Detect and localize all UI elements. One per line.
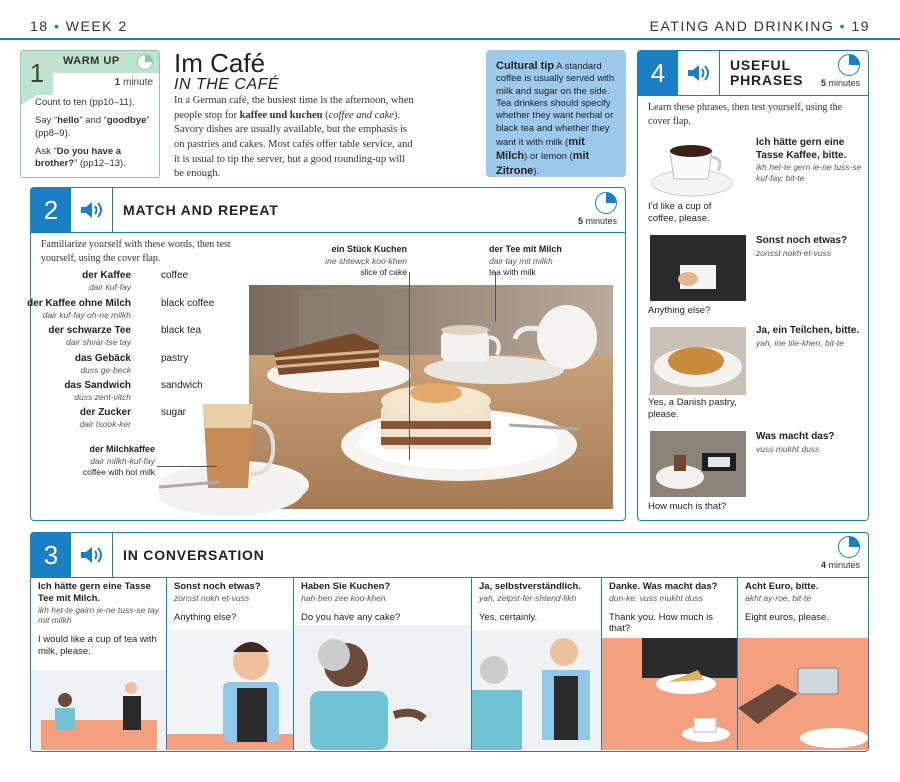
milk-coffee-glass-photo bbox=[159, 392, 319, 522]
dialogue bbox=[479, 581, 599, 623]
page-title: Im Café bbox=[174, 48, 266, 78]
minutes-value: 5 bbox=[577, 216, 583, 226]
dialogue-pronunciation: dun-ke. vuss mukht duss bbox=[609, 592, 704, 603]
vocab-german: der Kaffee ohne Milch bbox=[27, 298, 131, 309]
waiter-illustration bbox=[167, 630, 294, 750]
warmup-item bbox=[35, 146, 157, 171]
conversation-panel-6 bbox=[738, 577, 868, 750]
payment-card-photo bbox=[650, 431, 746, 497]
label-pronunciation: ine shtewck koo-khen bbox=[325, 255, 407, 266]
dialogue-english: Yes, certainly. bbox=[479, 611, 538, 623]
dialogue-pronunciation: akht ay-roe, bit-te bbox=[745, 592, 812, 603]
dialogue-german: Sonst noch etwas? bbox=[174, 581, 261, 592]
conversation-panel-5 bbox=[602, 577, 738, 750]
intro-paragraph bbox=[174, 94, 414, 182]
warmup-item-text: Say “ bbox=[35, 115, 58, 127]
tip-text: A standard coffee is usually served with milk and sugar on the side. Tea drinkers should specify whether they want herbal or black tea and whether they want it with milk ( bbox=[496, 61, 615, 149]
vocab-german: der schwarze Tee bbox=[48, 325, 131, 336]
vocab-german: der Zucker bbox=[79, 407, 131, 418]
label-german: der Milchkaffee bbox=[89, 444, 155, 454]
phrase-item bbox=[756, 137, 864, 183]
phrase-pronunciation: ikh het-te gern ie-ne tuss-se kuf-fay, bit-te bbox=[756, 162, 862, 183]
vocab-german: der Kaffee bbox=[82, 270, 131, 281]
warmup-minutes bbox=[115, 77, 153, 88]
vocab-pronunciation: duss zent-vitch bbox=[74, 392, 131, 402]
dialogue-german: Ich hätte gern eine Tasse Tee mit Milch. bbox=[38, 581, 151, 604]
dialogue-german: Haben Sie Kuchen? bbox=[301, 581, 391, 592]
label-milk-coffee bbox=[51, 444, 155, 478]
minutes-unit: minutes bbox=[585, 216, 617, 226]
label-german: der Tee mit Milch bbox=[489, 244, 562, 254]
card-payment-illustration bbox=[738, 638, 868, 750]
phrase-german: Sonst noch etwas? bbox=[756, 235, 848, 246]
phrase-german: Ja, ein Teilchen, bitte. bbox=[756, 325, 860, 336]
label-english: slice of cake bbox=[360, 266, 407, 277]
vocab-pronunciation: dair shvar-tse tay bbox=[65, 337, 131, 347]
label-german: ein Stück Kuchen bbox=[331, 244, 407, 254]
warmup-box bbox=[20, 50, 160, 178]
dialogue-english: Thank you. How much is that? bbox=[609, 611, 714, 635]
dialogue-german: Acht Euro, bitte. bbox=[745, 581, 819, 592]
waiter-and-customer-illustration bbox=[472, 630, 602, 750]
section-title: IN CONVERSATION bbox=[123, 547, 265, 563]
phrase-item bbox=[756, 431, 864, 454]
warmup-title: WARM UP bbox=[63, 55, 120, 67]
timer-icon bbox=[595, 192, 617, 214]
customer-illustration bbox=[294, 625, 472, 750]
section-number: 3 bbox=[31, 533, 71, 577]
speaker-icon bbox=[79, 200, 105, 220]
warmup-item bbox=[35, 115, 157, 140]
phrase-english: How much is that? bbox=[648, 501, 727, 512]
warmup-item bbox=[35, 97, 157, 109]
minutes-unit: minutes bbox=[828, 560, 860, 570]
dialogue-german: Danke. Was macht das? bbox=[609, 581, 718, 592]
label-pronunciation: dair tay mit milkh bbox=[489, 255, 553, 266]
warmup-items bbox=[35, 97, 157, 177]
vocab-english: pastry bbox=[161, 353, 189, 364]
warmup-minutes-unit: minute bbox=[122, 77, 153, 88]
dialogue-pronunciation: hah-ben zee koo-khen bbox=[301, 592, 386, 603]
vocab-english: sandwich bbox=[161, 380, 203, 391]
vocab-row bbox=[27, 298, 261, 326]
warmup-item-text: ” (pp8–9). bbox=[35, 115, 150, 139]
audio-button[interactable] bbox=[71, 188, 113, 232]
vocab-english: black coffee bbox=[161, 298, 215, 309]
audio-button[interactable] bbox=[678, 51, 720, 95]
left-page-number: 18 bbox=[30, 18, 49, 34]
tip-bold: mit Zitrone bbox=[496, 150, 590, 177]
warmup-item-text: Count to ten (pp10–11). bbox=[35, 97, 135, 108]
divider bbox=[638, 95, 868, 96]
minutes-unit: minutes bbox=[828, 78, 860, 88]
label-pronunciation: dair milkh-kuf-fay bbox=[90, 455, 155, 466]
label-english: tea with milk bbox=[489, 266, 536, 277]
intro-text: ( bbox=[322, 109, 329, 121]
section-number: 4 bbox=[638, 51, 678, 95]
label-line bbox=[157, 466, 217, 467]
tip-title: Cultural tip bbox=[496, 60, 555, 72]
header-left: 18 • WEEK 2 bbox=[30, 18, 128, 34]
match-repeat-panel bbox=[27, 187, 626, 521]
dialogue-english: I would like a cup of tea with milk, please. bbox=[38, 634, 157, 657]
warmup-item-text: ” and “ bbox=[79, 115, 107, 127]
divider bbox=[31, 232, 625, 233]
dialogue bbox=[174, 581, 288, 623]
warmup-item-bold: goodbye bbox=[106, 115, 147, 127]
vocab-row bbox=[31, 325, 261, 353]
phrase-english: Yes, a Danish pastry, please. bbox=[648, 397, 737, 421]
intro-italic: coffee and cake bbox=[328, 109, 394, 121]
label-tea bbox=[489, 244, 589, 278]
right-page-number: 19 bbox=[851, 18, 870, 34]
vocab-row bbox=[31, 270, 261, 298]
header-right: EATING AND DRINKING • 19 bbox=[649, 18, 870, 34]
dialogue-pronunciation: ikh het-te gairn ie-ne tuss-se tay mit milkh bbox=[38, 604, 159, 626]
minutes-value: 4 bbox=[820, 560, 826, 570]
warmup-item-text: Ask “ bbox=[35, 146, 57, 158]
vocab-pronunciation: dair tsook-ker bbox=[79, 419, 131, 429]
phrase-english: I’d like a cup of coffee, please. bbox=[648, 201, 712, 225]
page-header bbox=[0, 0, 900, 40]
phrase-german: Was macht das? bbox=[756, 431, 835, 442]
vocab-german: das Gebäck bbox=[74, 353, 131, 364]
tip-text: ) or lemon ( bbox=[524, 151, 573, 163]
intro-text: In a German café, the busiest time is the afternoon, when people stop for bbox=[174, 95, 414, 121]
section-title: USEFUL PHRASES bbox=[730, 57, 804, 89]
timer-icon bbox=[838, 536, 860, 558]
waiter-notepad-photo bbox=[650, 235, 746, 301]
section-minutes bbox=[821, 536, 860, 570]
speaker-icon bbox=[686, 63, 712, 83]
warmup-item-bold: Do you have a brother? bbox=[35, 146, 122, 170]
label-english: coffee with hot milk bbox=[82, 466, 155, 477]
section-minutes bbox=[821, 54, 860, 88]
tip-text: ). bbox=[533, 165, 540, 177]
cake-and-tea-illustration bbox=[602, 638, 738, 750]
cultural-tip bbox=[486, 50, 626, 177]
tip-bold: mit Milch bbox=[496, 136, 585, 163]
phrase-pronunciation: zonsst nokh et-vuss bbox=[756, 247, 832, 258]
conversation-panel-4 bbox=[472, 577, 602, 750]
match-instructions: Familiarize yourself with these words, then test yourself, using the cover flap. bbox=[41, 239, 231, 264]
label-line bbox=[409, 272, 410, 460]
phrases-instructions: Learn these phrases, then test yourself, using the cover flap. bbox=[648, 102, 843, 127]
section-number: 2 bbox=[31, 188, 71, 232]
section-minutes bbox=[578, 192, 617, 226]
dialogue bbox=[745, 581, 865, 623]
dialogue-pronunciation: yah, zelpst-fer-shtend-likh bbox=[479, 592, 577, 603]
vocab-english: black tea bbox=[161, 325, 202, 336]
phrase-pronunciation: yah, ine tile-khen, bit-te bbox=[756, 337, 844, 348]
dialogue bbox=[609, 581, 733, 635]
timer-icon bbox=[137, 54, 153, 70]
section-title: MATCH AND REPEAT bbox=[123, 202, 279, 218]
intro-text: ). Savory dishes are usually available, but the emphasis is on pastries and cakes. Most cafés offer table service, and it is usual to tip the server, but a good rounding-up will be enough. bbox=[174, 109, 413, 180]
conversation-panel-1 bbox=[31, 577, 167, 750]
warmup-minutes-value: 1 bbox=[114, 77, 121, 88]
section-label: EATING AND DRINKING bbox=[649, 18, 835, 34]
vocab-german: das Sandwich bbox=[64, 380, 131, 391]
vocab-pronunciation: dair kuf-fay bbox=[88, 282, 131, 292]
vocab-english: sugar bbox=[161, 407, 187, 418]
dialogue-german: Ja, selbstverständlich. bbox=[479, 581, 581, 592]
dialogue bbox=[301, 581, 461, 623]
timer-icon bbox=[838, 54, 860, 76]
audio-button[interactable] bbox=[71, 533, 113, 577]
week-label: WEEK 2 bbox=[65, 18, 128, 34]
dialogue-english: Anything else? bbox=[174, 611, 237, 623]
warmup-label bbox=[53, 51, 159, 73]
warmup-item-text: ” (pp12–13). bbox=[74, 158, 126, 170]
phrase-english: Anything else? bbox=[648, 305, 711, 316]
minutes-value: 5 bbox=[820, 78, 826, 88]
phrase-german: Ich hätte gern eine Tasse Kaffee, bitte. bbox=[756, 137, 847, 161]
page-subtitle: IN THE CAFÉ bbox=[174, 76, 280, 93]
coffee-cup-photo bbox=[650, 135, 734, 199]
dialogue-english: Do you have any cake? bbox=[301, 611, 401, 623]
vocab-row bbox=[31, 353, 261, 381]
vocab-pronunciation: duss ge-beck bbox=[80, 365, 131, 375]
vocab-pronunciation: dair kuf-fay oh-ne milkh bbox=[42, 310, 131, 320]
label-line bbox=[495, 272, 496, 322]
customer-ordering-illustration bbox=[31, 670, 167, 750]
intro-bold: kaffee und kuchen bbox=[239, 109, 323, 121]
dialogue-pronunciation: zonsst nokh et-vuss bbox=[174, 592, 250, 603]
warmup-number: 1 bbox=[21, 51, 53, 95]
conversation-panel-3 bbox=[294, 577, 472, 750]
conversation-panel-2 bbox=[167, 577, 294, 750]
label-cake bbox=[321, 244, 407, 278]
phrase-pronunciation: vuss mukht duss bbox=[756, 443, 820, 454]
warmup-item-bold: hello bbox=[57, 115, 80, 127]
vocab-english: coffee bbox=[161, 270, 189, 281]
phrase-item bbox=[756, 235, 864, 258]
phrase-item bbox=[756, 325, 864, 348]
useful-phrases-panel bbox=[637, 50, 869, 521]
dialogue bbox=[38, 581, 160, 658]
speaker-icon bbox=[79, 545, 105, 565]
danish-pastry-photo bbox=[650, 327, 746, 395]
dialogue-english: Eight euros, please. bbox=[745, 611, 829, 623]
